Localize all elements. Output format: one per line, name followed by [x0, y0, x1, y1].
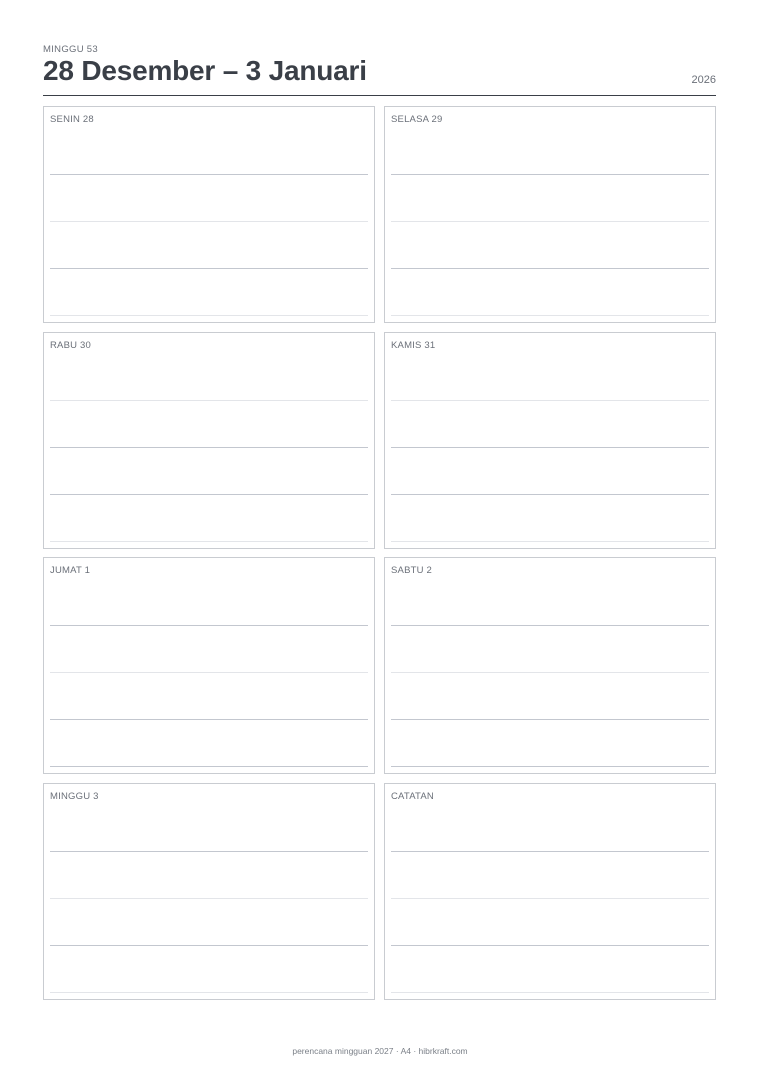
writing-line	[50, 766, 368, 767]
day-label: JUMAT 1	[50, 565, 91, 576]
writing-line	[391, 766, 709, 767]
day-label: MINGGU 3	[50, 790, 99, 802]
writing-line	[391, 672, 709, 673]
writing-line	[391, 541, 709, 542]
writing-line	[50, 992, 368, 993]
writing-line	[50, 541, 368, 542]
week-grid	[43, 106, 716, 999]
writing-line	[391, 400, 709, 401]
day-label: SABTU 2	[391, 565, 432, 576]
day-label: SENIN 28	[50, 114, 94, 125]
week-number-label: MINGGU 53	[43, 44, 98, 55]
day-cell-saturday[interactable]	[384, 557, 716, 774]
writing-line	[391, 315, 709, 316]
writing-line	[50, 898, 368, 899]
writing-line	[391, 719, 709, 720]
day-cell-wednesday[interactable]	[43, 332, 375, 549]
notes-label: CATATAN	[391, 790, 434, 802]
day-cell-friday[interactable]	[43, 557, 375, 774]
day-label: KAMIS 31	[391, 339, 436, 351]
page-header	[43, 42, 716, 96]
page-title: 28 Desember – 3 Januari	[43, 55, 367, 86]
writing-line	[50, 315, 368, 316]
day-label: RABU 30	[50, 339, 92, 351]
year-label: 2026	[691, 74, 716, 86]
writing-line	[50, 672, 368, 673]
writing-line	[391, 447, 709, 448]
writing-line	[50, 447, 368, 448]
writing-line	[50, 945, 368, 946]
writing-line	[50, 494, 368, 495]
writing-line	[391, 945, 709, 946]
day-cell-sunday[interactable]	[43, 783, 375, 1000]
writing-line	[50, 268, 368, 269]
page-footer: perencana mingguan 2027 · A4 · hibrkraft.com	[292, 1046, 468, 1056]
writing-line	[391, 851, 709, 852]
writing-line	[391, 898, 709, 899]
notes-cell[interactable]	[384, 783, 716, 1000]
day-cell-tuesday[interactable]	[384, 106, 716, 323]
writing-line	[50, 851, 368, 852]
writing-line	[50, 174, 368, 175]
day-label: SELASA 29	[391, 114, 443, 125]
writing-line	[391, 268, 709, 269]
writing-line	[391, 625, 709, 626]
writing-line	[50, 625, 368, 626]
writing-line	[391, 174, 709, 175]
day-cell-monday[interactable]	[43, 106, 375, 323]
writing-line	[391, 221, 709, 222]
day-cell-thursday[interactable]	[384, 332, 716, 549]
writing-line	[50, 400, 368, 401]
writing-line	[50, 221, 368, 222]
writing-line	[50, 719, 368, 720]
writing-line	[391, 494, 709, 495]
writing-line	[391, 992, 709, 993]
